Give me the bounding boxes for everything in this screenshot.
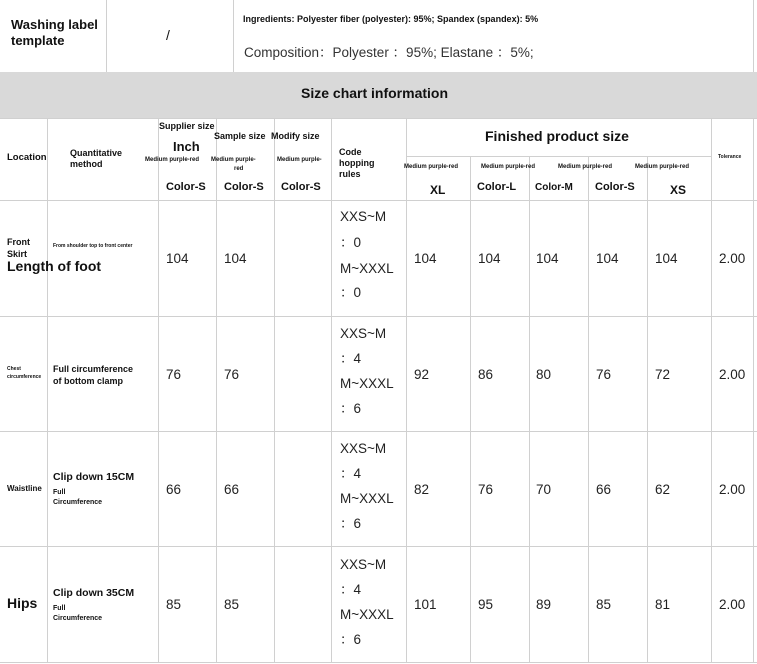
row-method: Full circumference bbox=[53, 364, 134, 374]
row-m: 70 bbox=[536, 482, 552, 497]
grid-line bbox=[274, 118, 275, 663]
row-code: M~XXXL bbox=[340, 261, 394, 276]
row-sample: 66 bbox=[224, 482, 240, 497]
row-m: 80 bbox=[536, 367, 552, 382]
row-sample: 85 bbox=[224, 597, 240, 612]
header-color-xs: Medium purple-red bbox=[635, 164, 690, 170]
grid-line bbox=[0, 316, 757, 317]
header-size-l: Color-L bbox=[477, 181, 517, 193]
row-supplier: 104 bbox=[166, 251, 189, 266]
row-s: 85 bbox=[596, 597, 612, 612]
header-color-m: Medium purple-red bbox=[558, 164, 613, 170]
row-location: Front bbox=[7, 237, 30, 247]
divider bbox=[753, 0, 754, 72]
header-size-m: Color-M bbox=[535, 182, 573, 193]
row-l: 86 bbox=[478, 367, 494, 382]
header-color-xl: Medium purple-red bbox=[404, 164, 459, 170]
row-code: ：0 bbox=[340, 285, 362, 300]
row-method: Clip down 15CM bbox=[53, 471, 135, 483]
row-supplier: 66 bbox=[166, 482, 182, 497]
row-location: Hips bbox=[7, 595, 38, 611]
row-location: Chest bbox=[7, 366, 21, 372]
row-s: 104 bbox=[596, 251, 619, 266]
row-xl: 92 bbox=[414, 367, 430, 382]
header-code-1: Code bbox=[339, 147, 362, 157]
grid-line bbox=[470, 156, 471, 663]
row-xs: 72 bbox=[655, 367, 671, 382]
header-size-s: Color-S bbox=[595, 181, 635, 193]
header-quant-1: Quantitative bbox=[70, 148, 123, 158]
header-color-sup: Medium purple-red bbox=[145, 157, 200, 163]
grid-line bbox=[47, 118, 48, 663]
row-location: Waistline bbox=[7, 484, 42, 493]
row-tolerance: 2.00 bbox=[719, 482, 746, 497]
header-finished: Finished product size bbox=[485, 128, 629, 144]
row-tolerance: 2.00 bbox=[719, 367, 746, 382]
row-s: 76 bbox=[596, 367, 612, 382]
row-m: 89 bbox=[536, 597, 552, 612]
row-method: Circumference bbox=[53, 615, 103, 622]
row-sample: 76 bbox=[224, 367, 240, 382]
row-code: ：6 bbox=[340, 401, 362, 416]
row-l: 104 bbox=[478, 251, 501, 266]
row-code: M~XXXL bbox=[340, 376, 394, 391]
header-sample-size: Sample size bbox=[214, 131, 266, 141]
row-code: ：4 bbox=[340, 351, 362, 366]
row-xl: 104 bbox=[414, 251, 437, 266]
header-supplier-size: Supplier size bbox=[159, 121, 215, 131]
header-size-modify: Color-S bbox=[281, 181, 321, 193]
grid-line bbox=[0, 546, 757, 547]
grid-line bbox=[0, 200, 757, 201]
divider bbox=[233, 0, 234, 72]
grid-line bbox=[711, 118, 712, 663]
row-s: 66 bbox=[596, 482, 612, 497]
row-code: XXS~M bbox=[340, 326, 387, 341]
row-m: 104 bbox=[536, 251, 559, 266]
row-tolerance: 2.00 bbox=[719, 251, 746, 266]
row-l: 95 bbox=[478, 597, 494, 612]
grid-line bbox=[753, 118, 754, 663]
header-size-xl: XL bbox=[430, 183, 446, 197]
header-code-3: rules bbox=[339, 169, 361, 179]
row-code: ：4 bbox=[340, 582, 362, 597]
washing-label-title: Washing label template bbox=[11, 17, 98, 48]
grid-line bbox=[647, 156, 648, 663]
row-location: Skirt bbox=[7, 249, 28, 259]
grid-line bbox=[406, 156, 712, 157]
row-code: XXS~M bbox=[340, 209, 387, 224]
row-method: of bottom clamp bbox=[53, 376, 123, 386]
grid-line bbox=[529, 156, 530, 663]
grid-line bbox=[0, 431, 757, 432]
grid-line bbox=[588, 156, 589, 663]
row-tolerance: 2.00 bbox=[719, 597, 746, 612]
row-method: Full bbox=[53, 605, 66, 612]
header-size-sample: Color-S bbox=[224, 181, 264, 193]
row-code: ：6 bbox=[340, 516, 362, 531]
header-quant-2: method bbox=[70, 159, 103, 169]
header-inch: Inch bbox=[173, 139, 200, 154]
row-method: Full bbox=[53, 489, 66, 496]
grid-line bbox=[0, 662, 757, 663]
row-supplier: 85 bbox=[166, 597, 182, 612]
header-tolerance: Tolerance bbox=[718, 154, 742, 160]
header-modify-size: Modify size bbox=[271, 131, 320, 141]
header-size-sup: Color-S bbox=[166, 181, 206, 193]
washing-slash: / bbox=[166, 27, 170, 43]
header-location: Location bbox=[7, 152, 47, 163]
header-color-modify: Medium purple- bbox=[277, 157, 322, 163]
grid-line bbox=[0, 118, 757, 119]
section-title: Size chart information bbox=[301, 85, 449, 101]
header-code-2: hopping bbox=[339, 158, 375, 168]
grid-line bbox=[331, 118, 332, 663]
ingredients-text: Ingredients: Polyester fiber (polyester): 95%; Spandex (spandex): 5% bbox=[243, 14, 539, 24]
row-code: M~XXXL bbox=[340, 491, 394, 506]
washing-label-row bbox=[0, 0, 757, 72]
divider bbox=[106, 0, 107, 72]
row-xl: 101 bbox=[414, 597, 437, 612]
row-xs: 62 bbox=[655, 482, 671, 497]
row-method: Circumference bbox=[53, 499, 103, 506]
row-xl: 82 bbox=[414, 482, 430, 497]
row-xs: 104 bbox=[655, 251, 678, 266]
row-code: XXS~M bbox=[340, 441, 387, 456]
row-method-big: Length of foot bbox=[7, 258, 102, 274]
row-code: XXS~M bbox=[340, 557, 387, 572]
header-color-sample-2: red bbox=[234, 166, 244, 172]
header-size-xs: XS bbox=[670, 183, 687, 197]
row-supplier: 76 bbox=[166, 367, 182, 382]
row-code: ：0 bbox=[340, 235, 362, 250]
row-code: ：4 bbox=[340, 466, 362, 481]
row-code: M~XXXL bbox=[340, 607, 394, 622]
row-sample: 104 bbox=[224, 251, 247, 266]
grid-line bbox=[216, 118, 217, 663]
header-color-sample-1: Medium purple- bbox=[211, 157, 256, 163]
row-code: ：6 bbox=[340, 632, 362, 647]
header-color-l: Medium purple-red bbox=[481, 164, 536, 170]
row-xs: 81 bbox=[655, 597, 671, 612]
grid-line bbox=[406, 118, 407, 663]
grid-line bbox=[158, 118, 159, 663]
row-l: 76 bbox=[478, 482, 494, 497]
row-method-small: From shoulder top to front center bbox=[53, 243, 133, 249]
row-location: circumference bbox=[7, 374, 42, 380]
row-method: Clip down 35CM bbox=[53, 587, 135, 599]
composition-text: Composition：Polyester ：95%; Elastane ：5%; bbox=[244, 45, 534, 60]
